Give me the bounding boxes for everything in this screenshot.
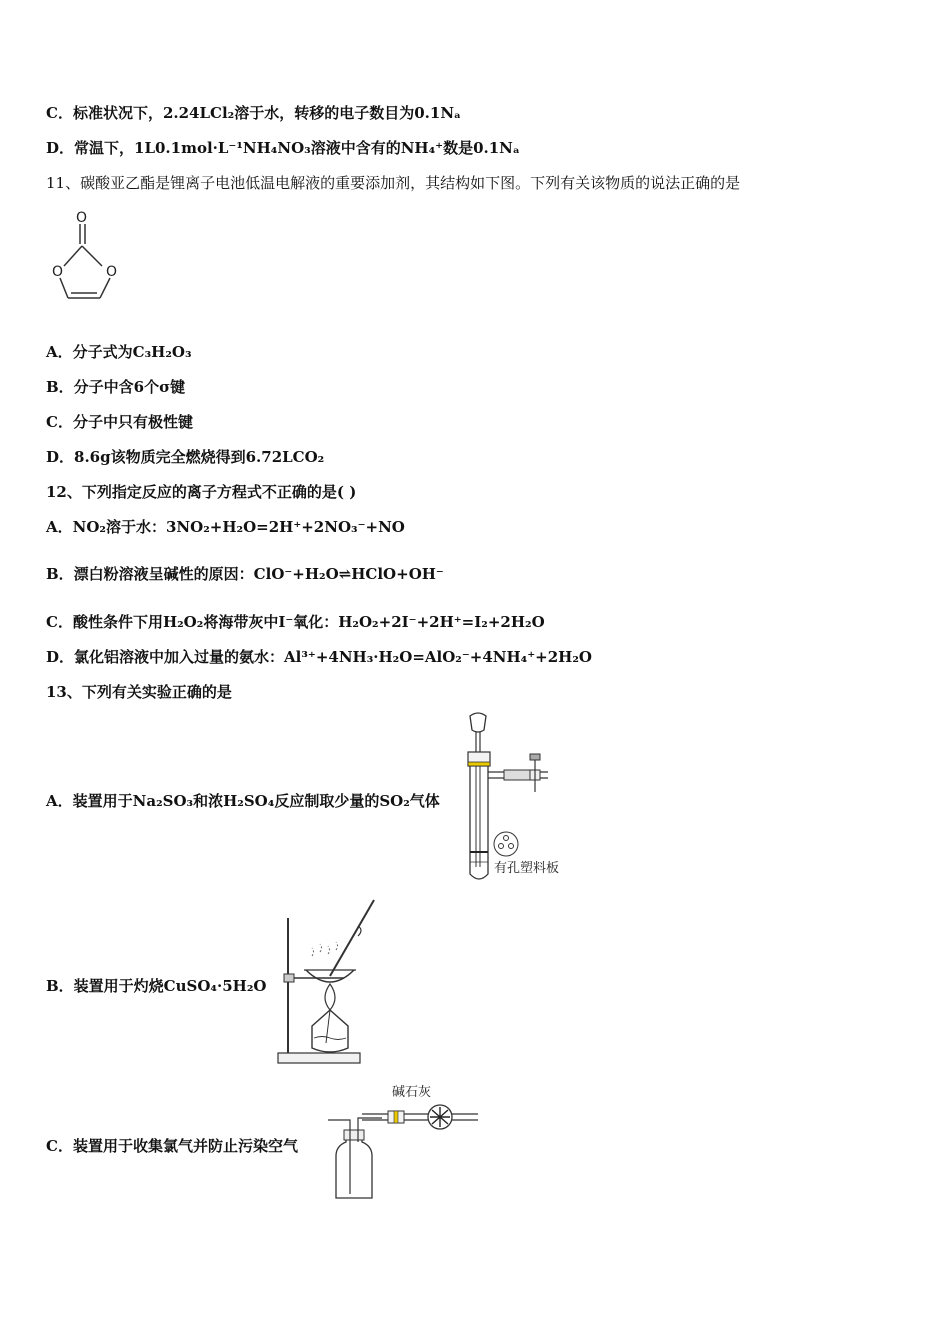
q11-option-a: A．分子式为C₃H₂O₃ <box>46 343 192 361</box>
apparatus-a-figure <box>460 712 580 884</box>
q13-option-b: B．装置用于灼烧CuSO₄·5H₂O <box>46 977 267 995</box>
oxygen-carbonyl: O <box>76 210 88 226</box>
q10-option-c: C．标准状况下，2.24LCl₂溶于水，转移的电子数目为0.1Nₐ <box>46 104 462 122</box>
q13-option-a: A．装置用于Na₂SO₃和浓H₂SO₄反应制取少量的SO₂气体 <box>46 792 440 810</box>
q11-stem: 11、碳酸亚乙酯是锂离子电池低温电解液的重要添加剂，其结构如下图。下列有关该物质的说法正确的是 <box>46 174 741 192</box>
q12-option-c: C．酸性条件下用H₂O₂将海带灰中I⁻氧化：H₂O₂+2I⁻+2H⁺=I₂+2H₂O <box>46 613 545 631</box>
q13-stem: 13、下列有关实验正确的是 <box>46 683 232 701</box>
q11-option-c: C．分子中只有极性键 <box>46 413 193 431</box>
oxygen-left: O <box>52 264 64 280</box>
q11-option-d: D．8.6g该物质完全燃烧得到6.72LCO₂ <box>46 448 325 466</box>
q12-option-b: B．漂白粉溶液呈碱性的原因：ClO⁻+H₂O⇌HClO+OH⁻ <box>46 565 444 583</box>
q12-option-d: D．氯化铝溶液中加入过量的氨水：Al³⁺+4NH₃·H₂O=AlO₂⁻+4NH₄⁺+2H₂O <box>46 648 592 666</box>
label-plastic-plate: 有孔塑料板 <box>494 861 560 876</box>
oxygen-right: O <box>106 264 118 280</box>
apparatus-c-figure <box>322 1080 482 1202</box>
q12-stem: 12、下列指定反应的离子方程式不正确的是( ) <box>46 483 357 501</box>
ethylene-carbonate-structure <box>44 208 124 303</box>
apparatus-b-figure <box>274 898 384 1066</box>
q12-option-a: A．NO₂溶于水：3NO₂+H₂O=2H⁺+2NO₃⁻+NO <box>46 518 405 536</box>
label-soda-lime: 碱石灰 <box>392 1085 432 1100</box>
q13-option-c: C．装置用于收集氯气并防止污染空气 <box>46 1137 298 1155</box>
q11-option-b: B．分子中含6个σ键 <box>46 378 186 396</box>
q10-option-d: D．常温下，1L0.1mol·L⁻¹NH₄NO₃溶液中含有的NH₄⁺数是0.1Nₐ <box>46 139 520 157</box>
